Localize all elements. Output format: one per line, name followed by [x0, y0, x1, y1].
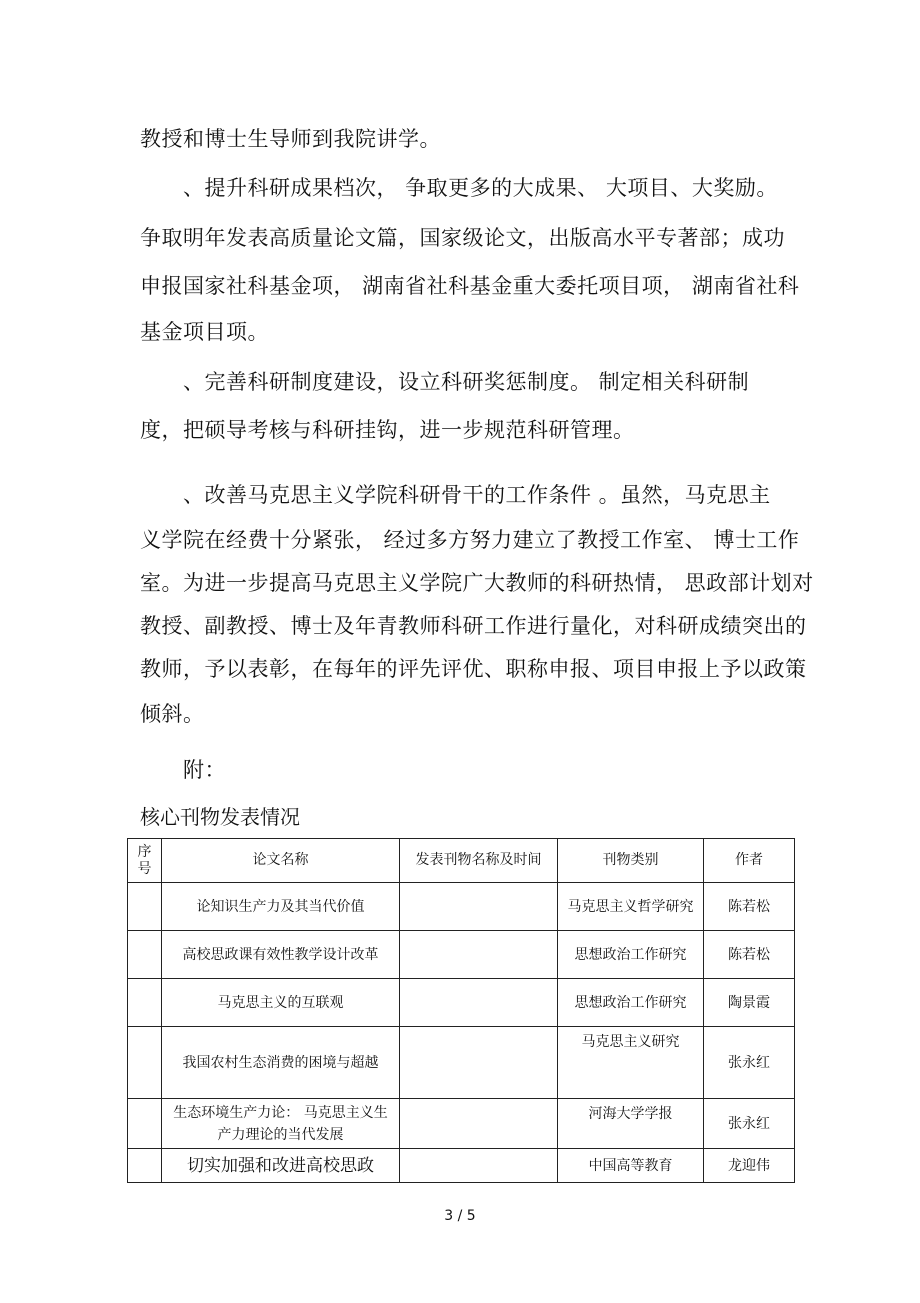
paragraph-line: 义学院在经费十分紧张， 经过多方努力建立了教授工作室、 博士工作 [140, 528, 800, 552]
cell-author: 张永红 [704, 1099, 795, 1149]
cell-author: 龙迎伟 [704, 1149, 795, 1183]
page-number: 3 / 5 [444, 1208, 476, 1224]
cell-title: 切实加强和改进高校思政 [162, 1149, 400, 1183]
cell-number [128, 1149, 162, 1183]
appendix-label: 附： [183, 758, 226, 782]
paragraph-line: 倾斜。 [140, 702, 205, 726]
table-row [128, 1099, 795, 1149]
cell-title: 我国农村生态消费的困境与超越 [162, 1027, 400, 1099]
header-title: 论文名称 [162, 839, 400, 883]
table-row [128, 979, 795, 1027]
cell-number [128, 883, 162, 931]
cell-author: 陈若松 [704, 931, 795, 979]
cell-number [128, 1027, 162, 1099]
header-publication: 发表刊物名称及时间 [400, 839, 558, 883]
header-number: 序号 [128, 839, 162, 883]
paragraph-line: 教师，予以表彰，在每年的评先评优、职称申报、项目申报上予以政策 [140, 657, 807, 681]
paragraph-line: 教授和博士生导师到我院讲学。 [140, 127, 441, 151]
paragraph-line: 、完善科研制度建设，设立科研奖惩制度。 制定相关科研制 [183, 370, 750, 394]
cell-publication [400, 1027, 558, 1099]
table-row [128, 1027, 795, 1099]
table-row [128, 1149, 795, 1183]
cell-author: 张永红 [704, 1027, 795, 1099]
table-caption: 核心刊物发表情况 [140, 805, 300, 829]
paragraph-line: 、提升科研成果档次， 争取更多的大成果、 大项目、大奖励。 [183, 176, 778, 200]
header-type: 刊物类别 [558, 839, 704, 883]
cell-title: 马克思主义的互联观 [162, 979, 400, 1027]
paragraph-line: 争取明年发表高质量论文篇，国家级论文，出版高水平专著部；成功 [140, 226, 785, 250]
cell-publication [400, 931, 558, 979]
cell-author: 陶景霞 [704, 979, 795, 1027]
paragraph-line: 申报国家社科基金项， 湖南省社科基金重大委托项目项， 湖南省社科 [140, 274, 800, 298]
cell-title: 生态环境生产力论： 马克思主义生产力理论的当代发展 [162, 1099, 400, 1149]
cell-type: 河海大学学报 [558, 1099, 704, 1149]
paragraph-line: 、改善马克思主义学院科研骨干的工作条件 。虽然，马克思主 [183, 483, 771, 507]
cell-number [128, 1099, 162, 1149]
cell-type: 思想政治工作研究 [558, 931, 704, 979]
cell-publication [400, 1099, 558, 1149]
paragraph-line: 室。为进一步提高马克思主义学院广大教师的科研热情， 思政部计划对 [140, 571, 814, 595]
table-row [128, 931, 795, 979]
cell-title: 论知识生产力及其当代价值 [162, 883, 400, 931]
cell-type: 马克思主义哲学研究 [558, 883, 704, 931]
table-row [128, 883, 795, 931]
cell-publication [400, 883, 558, 931]
cell-author: 陈若松 [704, 883, 795, 931]
journal-table [127, 838, 795, 1183]
paragraph-line: 度，把硕导考核与科研挂钩，进一步规范科研管理。 [140, 418, 635, 442]
header-author: 作者 [704, 839, 795, 883]
cell-type: 中国高等教育 [558, 1149, 704, 1183]
cell-number [128, 931, 162, 979]
table-header-row [128, 839, 795, 883]
paragraph-line: 基金项目项。 [140, 320, 269, 344]
cell-publication [400, 979, 558, 1027]
cell-number [128, 979, 162, 1027]
paragraph-line: 教授、副教授、博士及年青教师科研工作进行量化，对科研成绩突出的 [140, 614, 807, 638]
cell-type: 思想政治工作研究 [558, 979, 704, 1027]
cell-publication [400, 1149, 558, 1183]
cell-type: 马克思主义研究 [558, 1027, 704, 1099]
cell-title: 高校思政课有效性教学设计改革 [162, 931, 400, 979]
